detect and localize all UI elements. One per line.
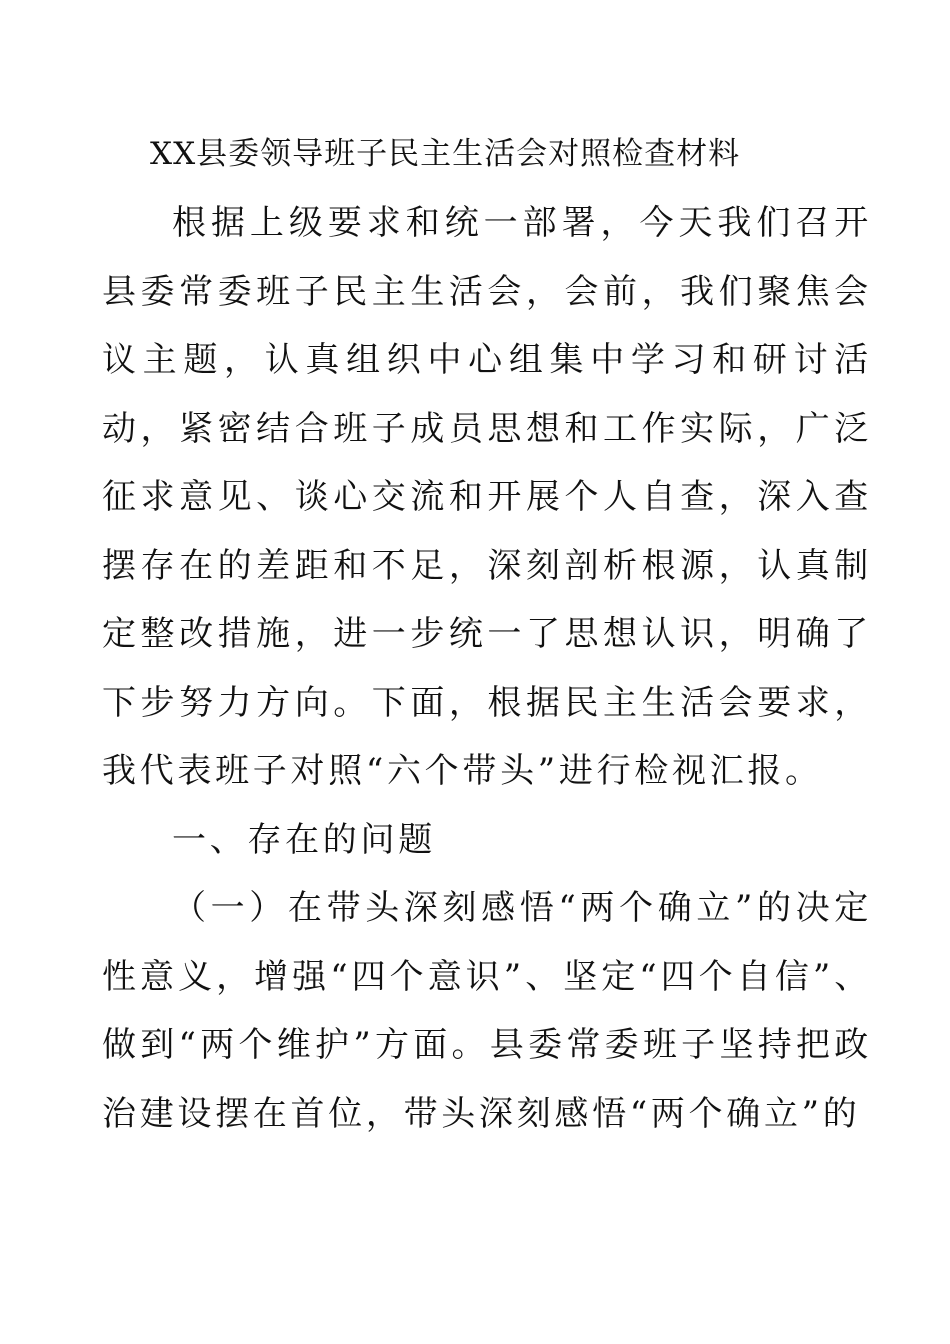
section-heading: 一、存在的问题 [172,819,436,860]
paragraph-intro: 根据上级要求和统一部署，今天我们召开县委常委班子民主生活会，会前，我们聚焦会议主题，认真组织中心组集中学习和研讨活动，紧密结合班子成员思想和工作实际，广泛征求意见、谈心交流和开展个人自查，深入查摆存在的差距和不足，深刻剖析根源，认真制定整改措施，进一步统一了思想认识，明确了下步努力方向。下面，根据民主生活会要求，我代表班子对照“六个带头”进行检视汇报。 [102,203,872,791]
document-title: XX县委领导班子民主生活会对照检查材料 [150,136,741,172]
document-body [102,189,872,1148]
paragraph-section-1: （一）在带头深刻感悟“两个确立”的决定性意义，增强“四个意识”、坚定“四个自信”、做到“两个维护”方面。县委常委班子坚持把政治建设摆在首位，带头深刻感悟“两个确立”的 [102,888,872,1134]
